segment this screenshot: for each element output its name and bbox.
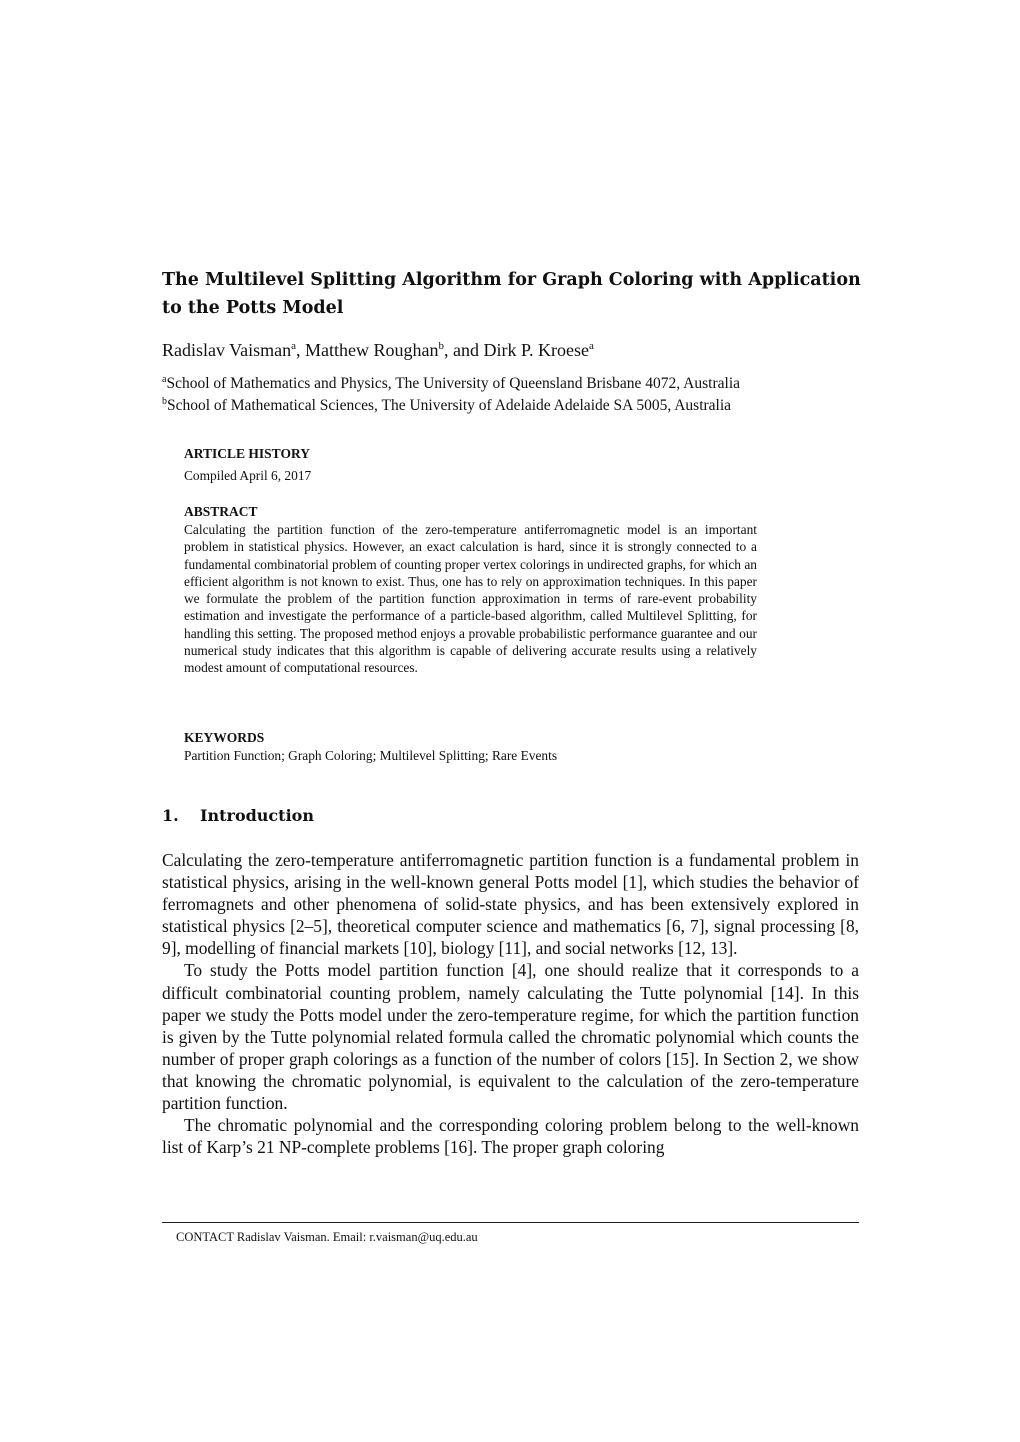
abstract-heading: ABSTRACT — [184, 504, 258, 519]
author-name: Matthew Roughan — [305, 340, 439, 360]
affiliation-mark: b — [438, 340, 445, 352]
author-list: Radislav Vaisman$^a$, Matthew Roughan$^b$, and Dirk P. Kroese$^a$ — [162, 340, 594, 360]
author-name: Radislav Vaisman — [162, 340, 292, 360]
paragraph: Calculating the zero-temperature antiferromagnetic partition function is a fundamental problem in statistical physics, arising in the well-known general Potts model [1], which studies the behavior of ferromagnets and other phenomena of solid-state physics, and has been extensively explored in statistical physics [2–5], theoretical computer science and mathematics [6, 7], signal processing [8, 9], modelling of financial markets [10], biology [11], and social networks [12, 13]. — [162, 850, 859, 959]
affiliation-mark: a — [589, 340, 594, 352]
keywords-text: Partition Function; Graph Coloring; Multilevel Splitting; Rare Events — [184, 748, 558, 763]
affiliation-b: $^b$School of Mathematical Sciences, The University of Adelaide Adelaide SA 5005, Australia — [162, 396, 732, 415]
abstract-text: Calculating the partition function of the zero-temperature antiferromagnetic model is an important problem in statistical physics. However, an exact calculation is hard, since it is strongly connected to a fundamental combinatorial problem of counting proper vertex colorings in undirected graphs, for which an efficient algorithm is not known to exist. Thus, one has to rely on approximation techniques. In this paper we formulate the problem of the partition function approximation in terms of rare-event probability estimation and investigate the performance of a particle-based algorithm, called Multilevel Splitting, for handling this setting. The proposed method enjoys a provable probabilistic performance guarantee and our numerical study indicates that this algorithm is capable of delivering accurate results using a relatively modest amount of computational resources. — [184, 522, 757, 676]
section-number: 1. — [162, 806, 179, 825]
paragraph: To study the Potts model partition function [4], one should realize that it corresponds to a difficult combinatorial counting problem, namely calculating the Tutte polynomial [14]. In this paper we study the Potts model under the zero-temperature regime, for which the partition function is given by the Tutte polynomial related formula called the chromatic polynomial which counts the number of proper graph colorings as a function of the number of colors [15]. In Section 2, we show that knowing the chromatic polynomial, is equivalent to the calculation of the zero-temperature partition function. — [162, 960, 859, 1114]
compiled-date: Compiled April 6, 2017 — [184, 468, 312, 483]
paragraph: The chromatic polynomial and the corresponding coloring problem belong to the well-known list of Karp’s 21 NP-complete problems [16]. The proper graph coloring — [162, 1115, 859, 1158]
keywords-heading: KEYWORDS — [184, 730, 265, 745]
introduction-body — [162, 849, 859, 1158]
paper-title: The Multilevel Splitting Algorithm for Graph Coloring with Application to the Potts Model — [162, 270, 861, 318]
affiliation-mark: a — [291, 340, 297, 352]
section-title: Introduction — [200, 806, 314, 825]
contact-footnote: CONTACT Radislav Vaisman. Email: r.vaisman@uq.edu.au — [176, 1230, 478, 1244]
section-heading-introduction — [162, 806, 314, 825]
author-name: Dirk P. Kroese — [483, 340, 590, 360]
article-history-heading: ARTICLE HISTORY — [184, 446, 310, 461]
footnote-divider — [162, 1222, 859, 1223]
affiliation-a: $^a$School of Mathematics and Physics, The University of Queensland Brisbane 4072, Australia — [162, 374, 740, 393]
